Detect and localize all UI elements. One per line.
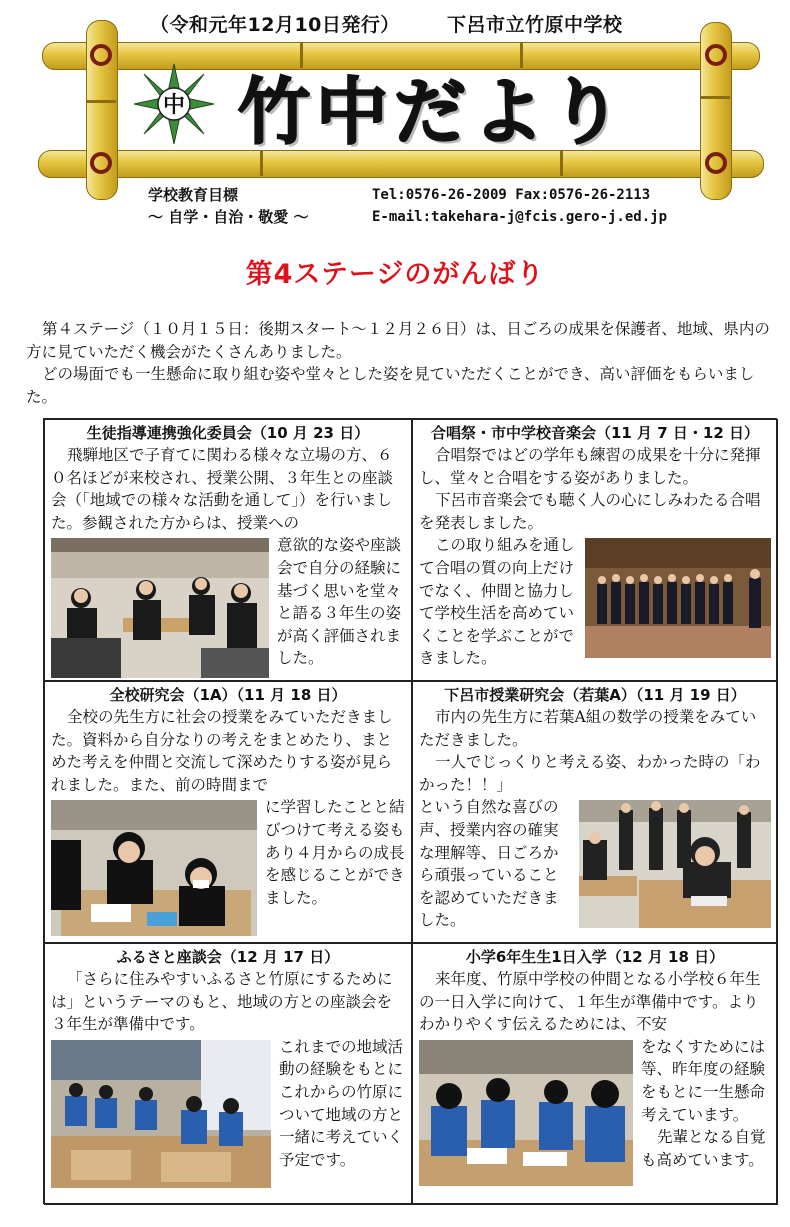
article-card [44,943,412,1205]
article-title: 全校研究会（1A）（11 月 18 日） [109,686,347,704]
intro-paragraph: 第４ステージ（１０月１５日：後期スタート～１２月２６日）は、日ごろの成果を保護者、地域、県内の方に見ていただく機会がたくさんありました。 [26,320,770,361]
goal-text: ～ 自学・自治・敬愛 ～ [148,208,309,226]
article-title: 生徒指導連携強化委員会（10 月 23 日） [86,424,370,442]
contact-info [372,184,667,228]
article-text: 来年度、竹原中学校の仲間となる小学校６年生の一日入学に向けて、１年生が準備中です。よりわかりやくす伝えるためには、不安 [419,970,761,1034]
article-title: 下呂市授業研究会（若葉A）（11 月 19 日） [444,686,746,704]
article-card [412,943,778,1205]
article-card [412,681,778,943]
article-title: 合唱祭・市中学校音楽会（11 月 7 日・12 日） [430,424,760,442]
article-text-side: これまでの地域活動の経験をもとにこれからの竹原について地域の方と一緒に考えていく予定です。 [279,1037,404,1169]
school-emblem-icon [132,62,216,146]
tel-fax: Tel:0576-26-2009 Fax:0576-26-2113 [372,187,651,203]
article-text: 飛騨地区で子育てに関わる様々な立場の方、６０名ほどが来校され、授業公開、３年生との座談会（「地域での様々な活動を通して」）を行いました。参観された方からは、授業への [51,446,393,532]
article-text-side: 先輩となる自覚も高めています。 [641,1128,766,1169]
email: E-mail:takehara-j@fcis.gero-j.ed.jp [372,209,668,225]
article-text: 下呂市音楽会でも聴く人の心にしみわたる合唱を発表しました。 [419,491,761,532]
photo-first-year-prep [419,1040,633,1186]
school-name: 下呂市立竹原中学校 [447,14,623,36]
article-card [44,419,412,681]
goal-label: 学校教育目標 [148,186,239,204]
article-text-side: をなくすためには等、昨年度の経験をもとに一生懸命考えています。 [641,1037,766,1124]
article-grid [43,418,777,1204]
section-title: 第4ステージのがんばり [245,259,545,290]
photo-community-meeting [51,1040,271,1188]
article-text: 全校の先生方に社会の授業をみていただきました。資料から自分なりの考えをまとめたり、まとめた考えを仲間と交流して深めたりする姿が見られました。また、前の時間まで [51,708,393,794]
article-title: 小学6年生生1日入学（12 月 18 日） [465,948,725,966]
photo-math-class [579,800,771,928]
school-goal [148,184,308,228]
article-text-side: に学習したことと結びつけて考える姿もあり４月からの成長を感じることができました。 [265,798,405,907]
emblem-char: 中 [162,93,186,118]
issue-line [150,10,710,37]
article-text: 一人でじっくりと考える姿、わかった時の「わかった！！」 [419,753,761,794]
photo-social-class [51,800,257,936]
article-text-side: という自然な喜びの声、授業内容の確実な理解等、日ごろから頑張っていることを認めていただきました。 [419,798,559,930]
photo-choir [585,538,771,658]
article-text: 市内の先生方に若葉A組の数学の授業をみていただきました。 [419,708,757,749]
newsletter-title: 竹中だより [238,70,629,154]
article-title: ふるさと座談会（12 月 17 日） [116,948,340,966]
photo-discussion [51,538,269,678]
article-text: 「さらに住みやすいふるさと竹原にするためには」というテーマのもと、地域の方との座談会を３年生が準備中です。 [51,970,393,1034]
issue-date: （令和元年12月10日発行） [150,14,400,36]
article-text-side: この取り組みを通して合唱の質の向上だけでなく、仲間と協力して学校生活を高めていくことを学ぶことができました。 [419,536,575,668]
article-card [44,681,412,943]
intro-paragraph: どの場面でも一生懸命に取り組む姿や堂々とした姿を見ていただくことができ、高い評価をもらいました。 [26,365,755,406]
intro-text [26,318,778,408]
article-text: 合唱祭ではどの学年も練習の成果を十分に発揮し、堂々と合唱をする姿がありました。 [419,446,761,487]
article-text-side: 意欲的な姿や座談会で自分の経験に基づく思いを堂々と語る３年生の姿が高く評価されました。 [277,536,402,668]
article-card [412,419,778,681]
